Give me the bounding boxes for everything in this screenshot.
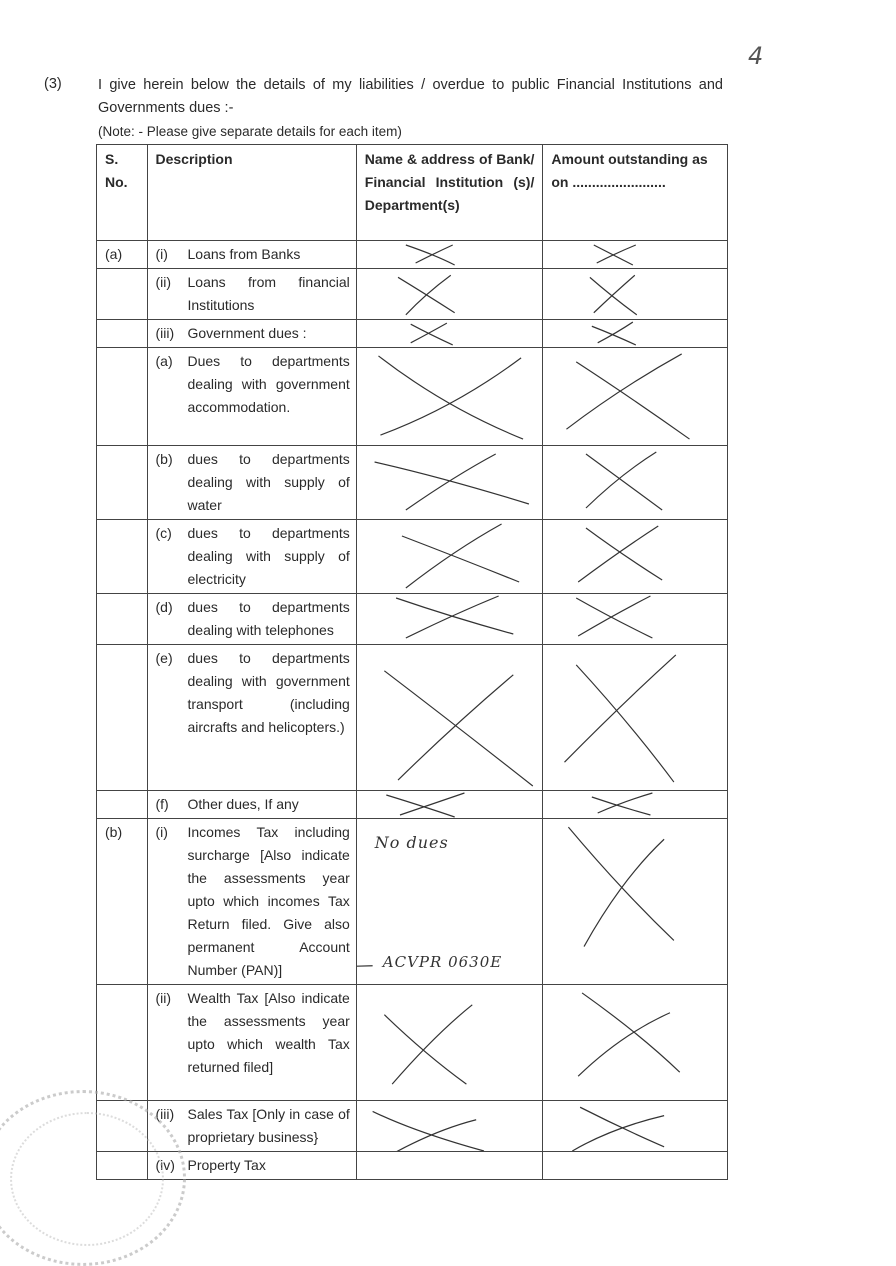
row-text: Property Tax [187, 1157, 266, 1173]
table-row [97, 446, 728, 520]
header-description: Description [147, 145, 356, 241]
table-row [97, 320, 728, 348]
row-roman: (a) [155, 353, 173, 369]
row-bank-cell [356, 1152, 543, 1180]
cross-mark [543, 594, 728, 645]
cross-mark [356, 594, 543, 645]
row-text: dues to departments dealing with supply of water [187, 451, 350, 513]
row-sno [97, 594, 148, 645]
cross-mark [543, 320, 728, 348]
row-roman: (ii) [155, 274, 172, 290]
section-number: (3) [44, 76, 62, 92]
row-sno: (a) [97, 241, 148, 269]
row-description [147, 791, 356, 819]
cross-mark [543, 791, 728, 819]
row-amount-cell [543, 1152, 728, 1180]
row-text: Other dues, If any [187, 796, 299, 812]
table-row [97, 985, 728, 1101]
table-row [97, 269, 728, 320]
row-sno [97, 320, 148, 348]
income-tax-details-cell [356, 819, 543, 985]
row-sno: (b) [97, 819, 148, 985]
row-description [147, 645, 356, 791]
cross-mark [356, 520, 543, 594]
row-text: Government dues : [187, 325, 307, 341]
handwritten-no-dues: No dues [374, 833, 449, 852]
row-description [147, 269, 356, 320]
row-roman: (iv) [155, 1157, 175, 1173]
row-description [147, 241, 356, 269]
header-sno: S. No. [97, 145, 148, 241]
cross-mark [543, 645, 728, 791]
table-header-row [97, 145, 728, 241]
row-description [147, 320, 356, 348]
row-text: Sales Tax [Only in case of proprietary business} [187, 1106, 350, 1145]
row-sno [97, 791, 148, 819]
row-roman: (b) [155, 451, 173, 467]
cross-mark [356, 985, 543, 1101]
row-roman: (c) [155, 525, 172, 541]
header-amount: Amount outstanding as on ........................ [543, 145, 728, 241]
row-sno [97, 645, 148, 791]
row-text: dues to departments dealing with government transport (including aircrafts and helicopters.) [187, 650, 350, 735]
row-sno [97, 520, 148, 594]
row-roman: (i) [155, 824, 168, 840]
table-row [97, 594, 728, 645]
row-description [147, 520, 356, 594]
table-row [97, 241, 728, 269]
cross-mark [356, 241, 543, 269]
cross-mark [356, 348, 543, 446]
table-row [97, 520, 728, 594]
row-sno [97, 446, 148, 520]
row-roman: (d) [155, 599, 173, 615]
cross-mark [543, 241, 728, 269]
row-sno [97, 348, 148, 446]
row-description [147, 594, 356, 645]
cross-mark [543, 819, 728, 985]
section-note: (Note: - Please give separate details for each item) [98, 124, 402, 139]
cross-mark [543, 985, 728, 1101]
cross-mark [543, 1101, 728, 1152]
cross-mark [356, 645, 543, 791]
table-row [97, 1152, 728, 1180]
row-roman: (f) [155, 796, 169, 812]
table-row [97, 645, 728, 791]
row-text: Incomes Tax including surcharge [Also indicate the assessments year upto which incomes Tax Return filed. Give also permanent Account Number (PAN)] [187, 824, 350, 978]
row-roman: (iii) [155, 1106, 175, 1122]
row-roman: (iii) [155, 325, 175, 341]
table-row [97, 819, 728, 985]
row-sno [97, 985, 148, 1101]
cross-mark [543, 520, 728, 594]
row-text: Dues to departments dealing with government accommodation. [187, 353, 350, 415]
table-row [97, 1101, 728, 1152]
cross-mark [356, 791, 543, 819]
table-row [97, 348, 728, 446]
handwritten-pan: ACVPR 0630E [382, 953, 503, 971]
row-text: dues to departments dealing with supply of electricity [187, 525, 350, 587]
table-row [97, 791, 728, 819]
cross-mark [356, 446, 543, 520]
cross-mark [356, 1101, 543, 1152]
row-text: Wealth Tax [Also indicate the assessments year upto which wealth Tax returned filed] [187, 990, 350, 1075]
row-description [147, 985, 356, 1101]
row-text: Loans from Banks [187, 246, 301, 262]
row-sno [97, 269, 148, 320]
cross-mark [543, 269, 728, 320]
header-bank: Name & address of Bank/ Financial Institution (s)/ Department(s) [356, 145, 543, 241]
row-description [147, 819, 356, 985]
row-text: dues to departments dealing with telephones [187, 599, 350, 638]
section-intro: I give herein below the details of my liabilities / overdue to public Financial Institutions and Governments dues :- [98, 77, 723, 116]
row-roman: (ii) [155, 990, 172, 1006]
cross-mark [356, 320, 543, 348]
liabilities-table [96, 144, 728, 1180]
row-description [147, 348, 356, 446]
row-roman: (e) [155, 650, 173, 666]
cross-mark [356, 269, 543, 320]
row-text: Loans from financial Institutions [187, 274, 350, 313]
row-roman: (i) [155, 246, 168, 262]
page-number: 4 [748, 42, 764, 70]
office-stamp-inner [10, 1112, 164, 1246]
row-description [147, 446, 356, 520]
cross-mark [543, 446, 728, 520]
cross-mark [543, 348, 728, 446]
